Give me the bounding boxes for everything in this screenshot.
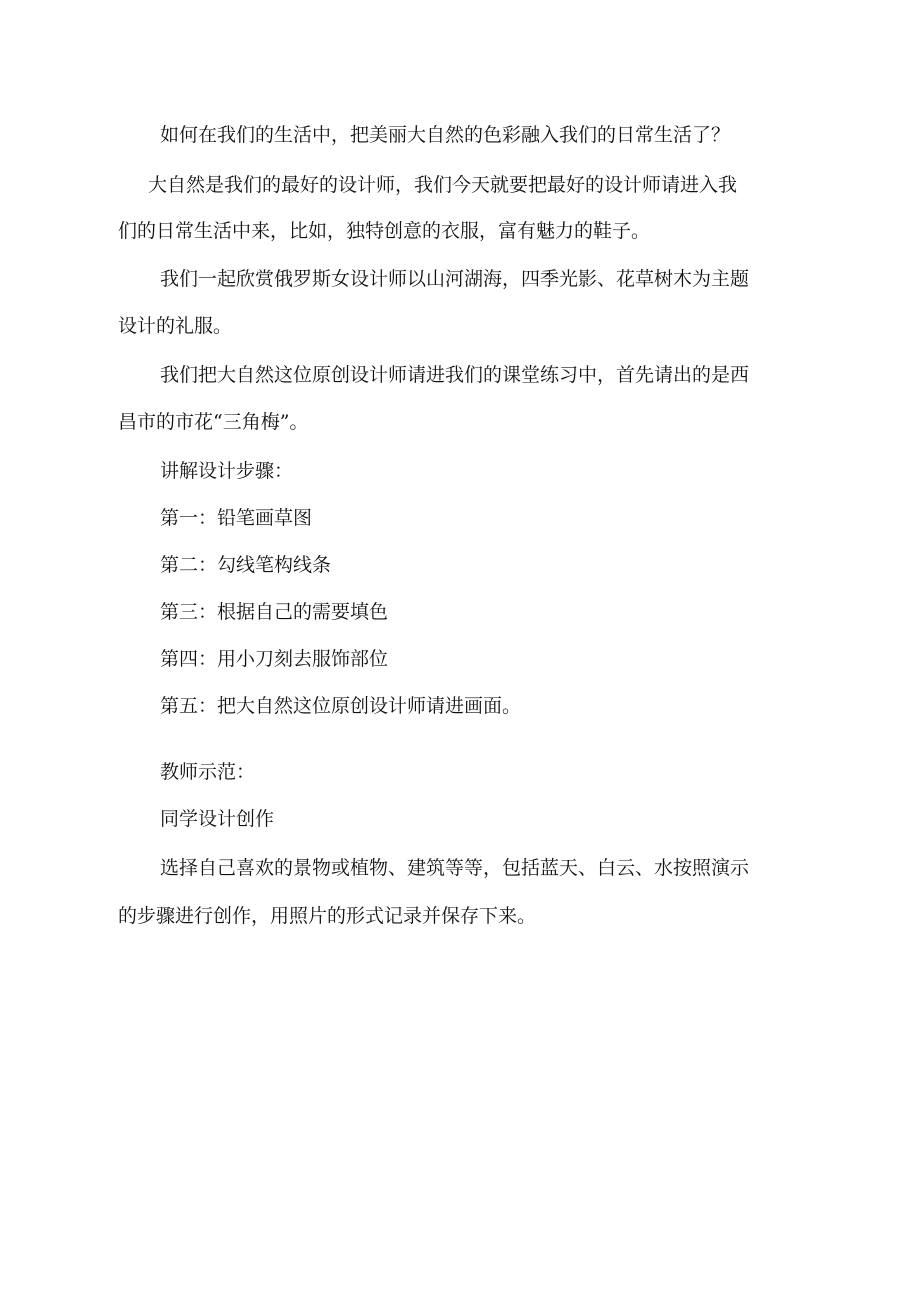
classroom-practice-line-1: 我们把大自然这位原创设计师请进我们的课堂练习中，首先请出的是西	[160, 364, 750, 386]
nature-designer-line-1: 大自然是我们的最好的设计师，我们今天就要把最好的设计师请进入我	[148, 174, 738, 196]
step-3: 第三：根据自己的需要填色	[160, 601, 389, 623]
step-5: 第五：把大自然这位原创设计师请进画面。	[160, 695, 522, 717]
intro-question: 如何在我们的生活中，把美丽大自然的色彩融入我们的日常生活了？	[160, 124, 731, 146]
nature-designer-line-2: 们的日常生活中来，比如，独特创意的衣服，富有魅力的鞋子。	[118, 220, 651, 242]
appreciation-line-1: 我们一起欣赏俄罗斯女设计师以山河湖海，四季光影、花草树木为主题	[160, 268, 750, 290]
practice-instruction-line-2: 的步骤进行创作，用照片的形式记录并保存下来。	[118, 905, 537, 927]
teacher-demo-heading: 教师示范：	[160, 761, 256, 783]
classroom-practice-line-2: 昌市的市花“三角梅”。	[118, 411, 309, 433]
step-1: 第一：铅笔画草图	[160, 507, 313, 529]
appreciation-line-2: 设计的礼服。	[118, 315, 233, 337]
practice-instruction-line-1: 选择自己喜欢的景物或植物、建筑等等，包括蓝天、白云、水按照演示	[160, 857, 750, 879]
step-4: 第四：用小刀刻去服饰部位	[160, 648, 389, 670]
student-practice-heading: 同学设计创作	[160, 808, 275, 830]
step-2: 第二：勾线笔构线条	[160, 554, 332, 576]
steps-heading: 讲解设计步骤：	[160, 460, 294, 482]
